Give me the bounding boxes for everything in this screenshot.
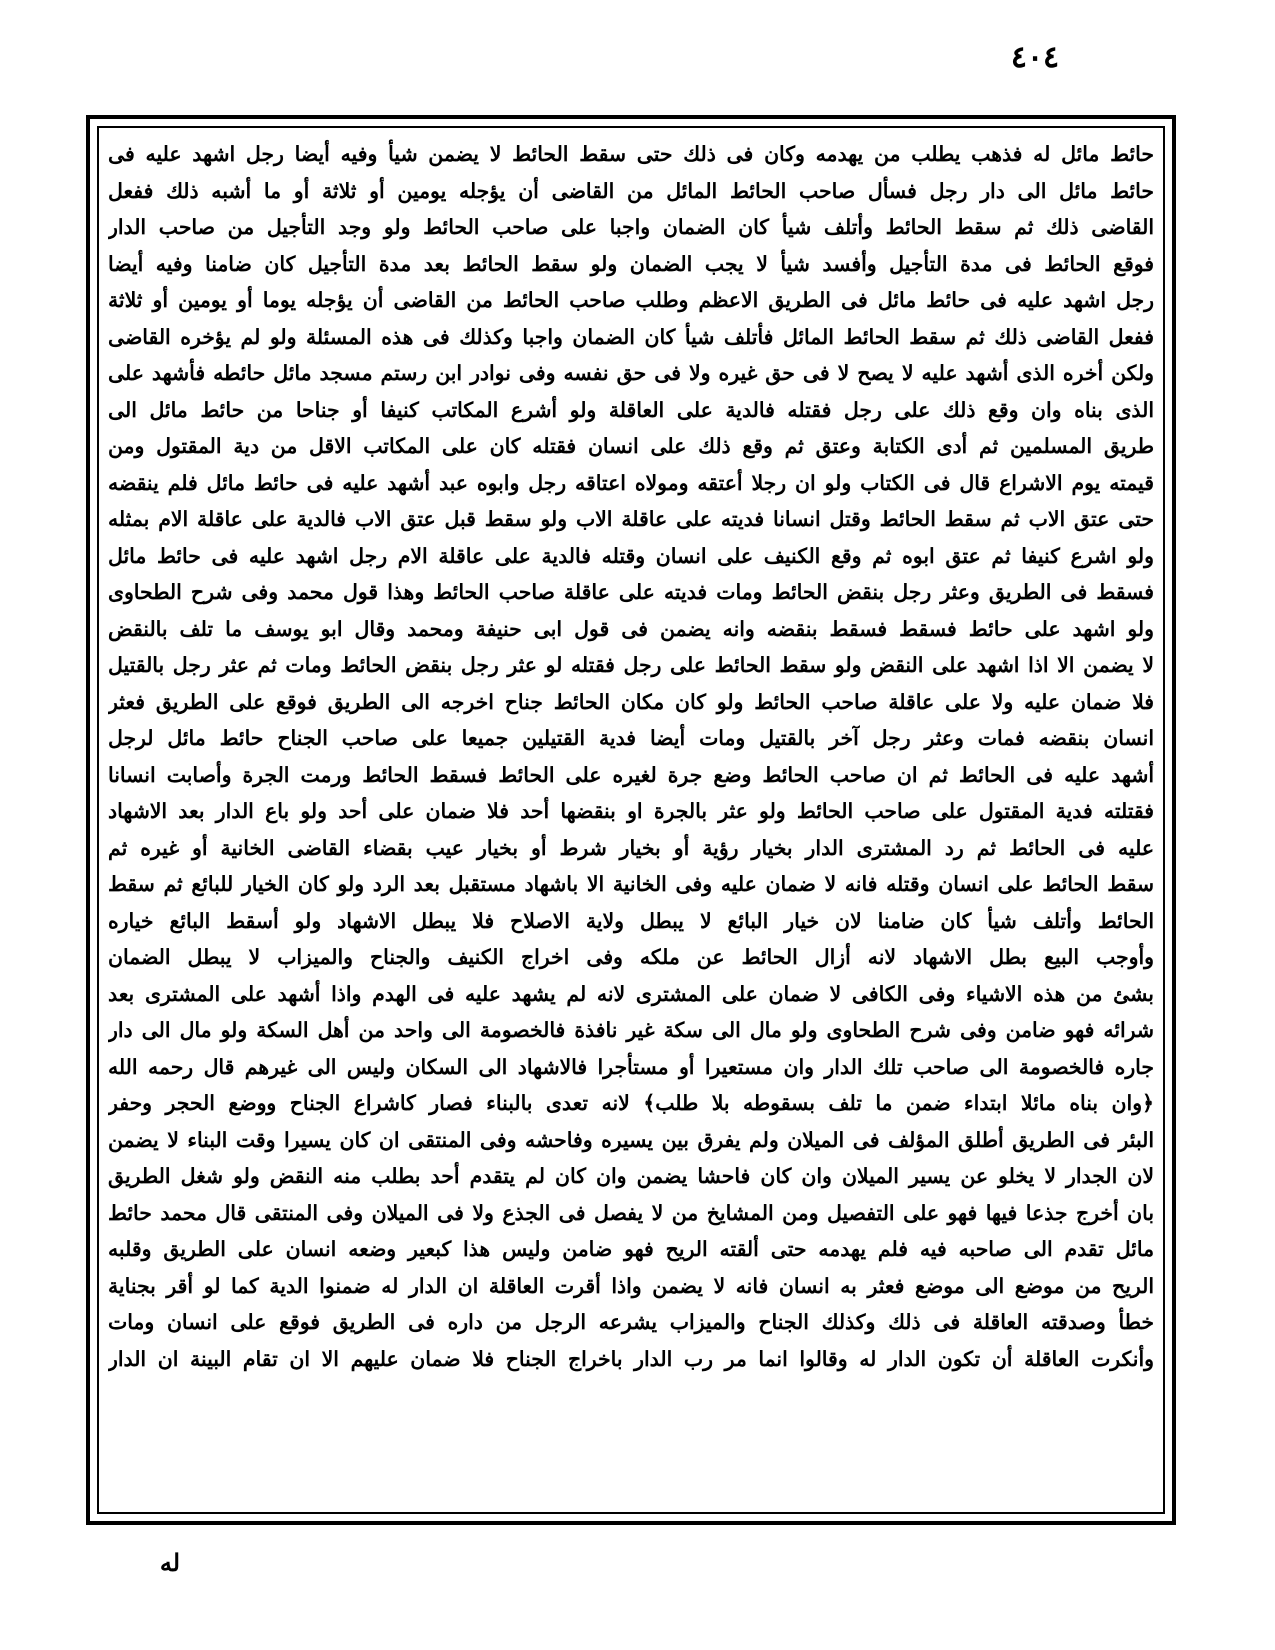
text-line: الريح من موضع الى موضع فعثر به انسان فانه لا يضمن واذا أقرت العاقلة ان الدار له ضمنوا الدية كما لو أقر بجناية — [108, 1273, 1154, 1298]
text-line: الذى بناه وان وقع ذلك على رجل فقتله فالدية على العاقلة ولو أشرع المكاتب كنيفا أو جناحا من حائط مائل الى — [108, 397, 1154, 422]
text-line: البئر فى الطريق أطلق المؤلف فى الميلان ولم يفرق بين يسيره وفاحشه وفى المنتقى ان كان يسيرا وقت البناء لا يضمن — [108, 1127, 1154, 1152]
text-line: بشئ من هذه الاشياء وفى الكافى لا ضمان على المشترى لانه لم يشهد عليه فى الهدم واذا أشهد على المشترى بعد — [108, 981, 1154, 1006]
text-line: حائط مائل له فذهب يطلب من يهدمه وكان فى ذلك حتى سقط الحائط لا يضمن شيأ وفيه أيضا رجل اشهد عليه فى — [108, 142, 1154, 166]
text-line: جاره فالخصومة الى صاحب تلك الدار وان مستعيرا أو مستأجرا فالاشهاد الى السكان وليس الى غيرهم قال رحمه الله — [108, 1054, 1154, 1079]
text-line: سقط الحائط على انسان وقتله فانه لا ضمان عليه وفى الخانية الا باشهاد مستقبل بعد الرد ولو كان الخيار للبائع ثم سقط — [108, 872, 1154, 896]
text-line: القاضى ذلك ثم سقط الحائط وأتلف شيأ كان الضمان واجبا على صاحب الحائط ولو وجد التأجيل من صاحب الدار — [108, 215, 1154, 239]
text-line: فقتلته فدية المقتول على صاحب الحائط ولو عثر بالجرة او بنقضها أحد فلا ضمان على أحد ولو باع الدار بعد الاشهاد — [108, 799, 1154, 823]
text-line: ولو اشهد على حائط فسقط فسقط بنقضه وانه يضمن فى قول ابى حنيفة ومحمد وقال ابو يوسف ما تلف بالنقض — [108, 616, 1154, 641]
text-line: فلا ضمان عليه ولا على عاقلة صاحب الحائط ولو كان مكان الحائط جناح اخرجه الى الطريق فوقع على الطريق فعثر — [108, 689, 1154, 714]
text-line: ﴿وان بناه مائلا ابتداء ضمن ما تلف بسقوطه بلا طلب﴾ لانه تعدى بالبناء فصار كاشراع الجناح ووضع الحجر وحفر — [108, 1091, 1154, 1115]
text-line: الحائط وأتلف شيأ كان ضامنا لان خيار البائع لا يبطل ولاية الاصلاح فلا يبطل الاشهاد ولو أسقط البائع خياره — [108, 908, 1154, 933]
text-line: حائط مائل الى دار رجل فسأل صاحب الحائط المائل من القاضى أن يؤجله يومين أو ثلاثة أو ما أشبه ذلك ففعل — [108, 178, 1154, 203]
text-line: لان الجدار لا يخلو عن يسير الميلان وان كان فاحشا يضمن وان كان لم يتقدم أحد بطلب منه النقض ولو شغل الطريق — [108, 1164, 1154, 1188]
text-line: لا يضمن الا اذا اشهد على النقض ولو سقط الحائط على رجل فقتله لو عثر رجل بنقض الحائط ومات ثم عثر رجل بالقتيل — [108, 653, 1154, 677]
text-line: رجل اشهد عليه فى حائط مائل فى الطريق الاعظم وطلب صاحب الحائط من القاضى أن يؤجله يوما أو يومين أو ثلاثة — [108, 288, 1154, 312]
text-line: طريق المسلمين ثم أدى الكتابة وعتق ثم وقع ذلك على انسان فقتله كان على المكاتب الاقل من دية المقتول ومن — [108, 434, 1154, 458]
text-line: فوقع الحائط فى مدة التأجيل وأفسد شيأ لا يجب الضمان ولو سقط الحائط بعد مدة التأجيل كان ضامنا وفيه أيضا — [108, 251, 1154, 276]
catchword: له — [159, 1548, 181, 1577]
text-line: انسان بنقضه فمات وعثر رجل آخر بالقتيل ومات أيضا فدية القتيلين جميعا على صاحب الجناح حائط مائل لرجل — [108, 726, 1154, 750]
text-line: وأنكرت العاقلة أن تكون الدار له وقالوا انما مر رب الدار باخراج الجناح فلا ضمان عليهم الا ان تقام البينة ان الدار — [108, 1346, 1154, 1371]
text-line: شرائه فهو ضامن وفى شرح الطحاوى ولو مال الى سكة غير نافذة فالخصومة الى واحد من أهل السكة ولو مال الى دار — [108, 1018, 1154, 1042]
page-number: ٤٠٤ — [1010, 40, 1060, 75]
text-line: ففعل القاضى ذلك ثم سقط الحائط المائل فأتلف شيأ كان الضمان واجبا وكذلك فى هذه المسئلة ولو لم يؤخره القاضى — [108, 324, 1154, 349]
text-line: عليه فى الحائط ثم رد المشترى الدار بخيار رؤية أو بخيار شرط أو بخيار عيب بقضاء القاضى الخانية أو غيره ثم — [108, 835, 1154, 860]
text-line: بان أخرج جذعا فيها فهو على التفصيل ومن المشايخ من لا يفصل فى الجذع ولا فى الميلان وفى المنتقى قال محمد حائط — [108, 1200, 1154, 1225]
text-line: قيمته يوم الاشراع قال فى الكتاب ولو ان رجلا أعتقه ومولاه اعتاقه رجل وابوه عبد أشهد عليه فى حائط مائل فلم ينقضه — [108, 470, 1154, 495]
text-line: ولكن أخره الذى أشهد عليه لا يصح لا فى حق غيره ولا فى حق نفسه وفى نوادر ابن رستم مسجد مائل حائطه فأشهد على — [108, 361, 1154, 385]
text-line: فسقط فى الطريق وعثر رجل بنقض الحائط ومات فديته على عاقلة صاحب الحائط وهذا قول محمد وفى شرح الطحاوى — [108, 580, 1154, 604]
text-line: ولو اشرع كنيفا ثم عتق ابوه ثم وقع الكنيف على انسان وقتله فالدية على عاقلة الام رجل اشهد عليه فى حائط مائل — [108, 543, 1154, 568]
text-line: وأوجب البيع بطل الاشهاد لانه أزال الحائط عن ملكه وفى اخراج الكنيف والجناح والميزاب لا يبطل الضمان — [108, 945, 1154, 969]
text-line: حتى عتق الاب ثم سقط الحائط وقتل انسانا فديته على عاقلة الاب ولو سقط قبل عتق الاب فالدية على عاقلة الام بمثله — [108, 507, 1154, 531]
text-line: مائل تقدم الى صاحبه فيه فلم يهدمه حتى ألقته الريح فهو ضامن وليس هذا كبعير وضعه انسان على الطريق وقلبه — [108, 1237, 1154, 1261]
text-line: خطأ وصدقته العاقلة فى ذلك وكذلك الجناح والميزاب يشرعه الرجل من داره فى الطريق فوقع على انسان ومات — [108, 1310, 1154, 1334]
text-body — [108, 136, 1154, 1506]
text-line: أشهد عليه فى الحائط ثم ان صاحب الحائط وضع جرة لغيره على الحائط فسقط الحائط ورمت الجرة وأصابت انسانا — [108, 762, 1154, 787]
